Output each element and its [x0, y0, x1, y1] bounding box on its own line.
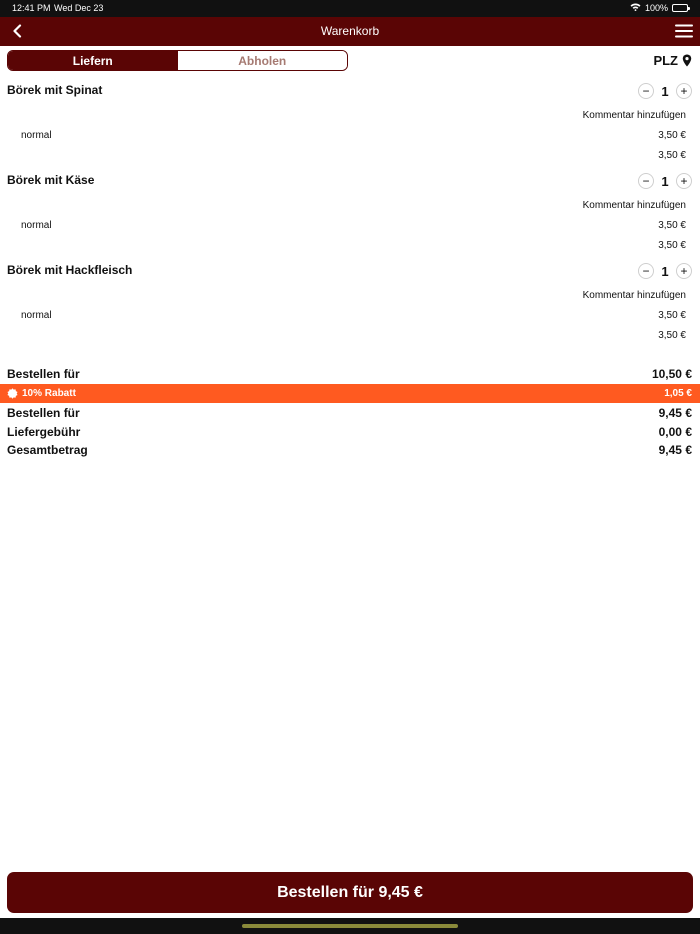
- status-bar: [0, 0, 700, 17]
- nav-bar: [0, 17, 700, 46]
- battery-percent: 100%: [644, 3, 668, 13]
- subtotal-row: [7, 367, 692, 381]
- home-bar: [0, 918, 700, 934]
- quantity-stepper: [638, 263, 692, 279]
- variant-price: 3,50 €: [658, 130, 686, 141]
- increase-quantity-button[interactable]: +: [676, 263, 692, 279]
- total-label: Gesamtbetrag: [7, 443, 88, 457]
- after-discount-value: 9,45 €: [658, 406, 692, 420]
- item-variant: normal: [21, 310, 52, 321]
- item-variant: normal: [21, 220, 52, 231]
- wifi-icon: [630, 3, 641, 13]
- tab-abholen[interactable]: Abholen: [178, 51, 348, 70]
- line-total: 3,50 €: [658, 150, 686, 161]
- subtotal-label: Bestellen für: [7, 367, 80, 381]
- quantity-value: 1: [661, 83, 669, 99]
- status-time: 12:41 PM: [12, 3, 51, 13]
- decrease-quantity-button[interactable]: −: [638, 83, 654, 99]
- tab-liefern[interactable]: Liefern: [8, 51, 178, 70]
- line-total: 3,50 €: [658, 330, 686, 341]
- badge-icon: [7, 388, 18, 399]
- quantity-value: 1: [661, 173, 669, 189]
- after-discount-label: Bestellen für: [7, 406, 80, 420]
- item-variant: normal: [21, 130, 52, 141]
- battery-icon: [672, 4, 688, 12]
- map-pin-icon: [682, 54, 692, 67]
- page-title: Warenkorb: [320, 24, 380, 38]
- total-row: [7, 443, 692, 457]
- subtotal-value: 10,50 €: [651, 367, 692, 381]
- place-order-button[interactable]: Bestellen für 9,45 €: [7, 872, 693, 913]
- status-indicators: [630, 3, 688, 13]
- increase-quantity-button[interactable]: +: [676, 83, 692, 99]
- discount-banner: [0, 384, 700, 403]
- increase-quantity-button[interactable]: +: [676, 173, 692, 189]
- variant-price: 3,50 €: [658, 220, 686, 231]
- discount-value: 1,05 €: [664, 388, 692, 399]
- home-indicator[interactable]: [242, 924, 458, 928]
- decrease-quantity-button[interactable]: −: [638, 263, 654, 279]
- status-date: Wed Dec 23: [54, 3, 104, 13]
- cart-item-name: Börek mit Käse: [7, 173, 95, 187]
- quantity-stepper: [638, 83, 692, 99]
- cart-item-name: Börek mit Hackfleisch: [7, 263, 133, 277]
- hamburger-menu-icon: [674, 23, 694, 39]
- add-comment-link[interactable]: Kommentar hinzufügen: [582, 110, 686, 121]
- plz-location-button[interactable]: [653, 53, 692, 68]
- total-value: 9,45 €: [658, 443, 692, 457]
- plz-label: PLZ: [653, 53, 678, 68]
- delivery-fee-label: Liefergebühr: [7, 425, 81, 439]
- delivery-mode-toggle: [7, 50, 348, 71]
- after-discount-row: [7, 406, 692, 420]
- delivery-fee-row: [7, 425, 692, 439]
- discount-label: 10% Rabatt: [22, 388, 76, 399]
- add-comment-link[interactable]: Kommentar hinzufügen: [582, 290, 686, 301]
- decrease-quantity-button[interactable]: −: [638, 173, 654, 189]
- delivery-fee-value: 0,00 €: [658, 425, 692, 439]
- cart-item-name: Börek mit Spinat: [7, 83, 103, 97]
- menu-button[interactable]: [674, 23, 694, 39]
- variant-price: 3,50 €: [658, 310, 686, 321]
- line-total: 3,50 €: [658, 240, 686, 251]
- add-comment-link[interactable]: Kommentar hinzufügen: [582, 200, 686, 211]
- quantity-value: 1: [661, 263, 669, 279]
- quantity-stepper: [638, 173, 692, 189]
